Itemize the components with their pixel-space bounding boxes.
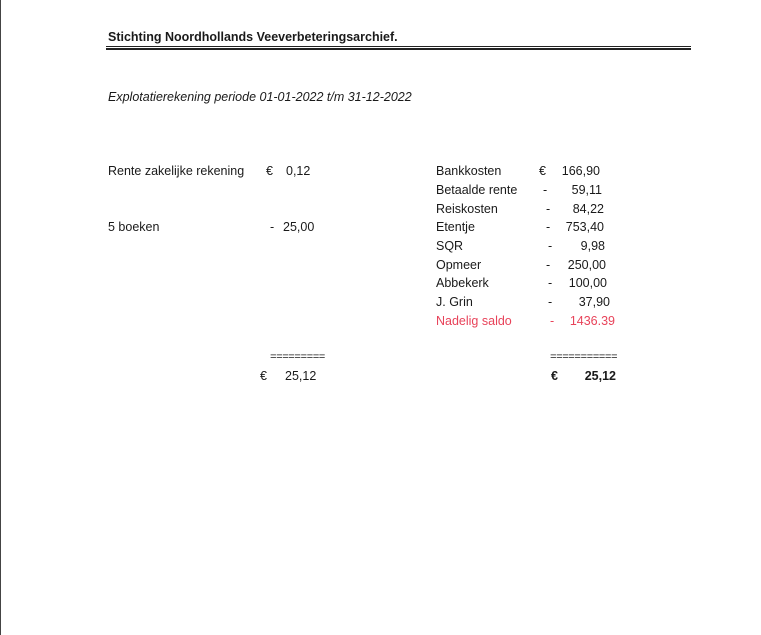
income-total-symbol: € — [260, 369, 267, 383]
expense-symbol-etentje: - — [546, 220, 551, 234]
expense-amount-nadelig-saldo: 1436.39 — [569, 314, 615, 328]
expense-amount-opmeer: 250,00 — [567, 258, 606, 272]
expense-amount-reiskosten: 84,22 — [572, 202, 604, 216]
expense-double-underline: =========== — [550, 352, 618, 364]
expense-label-etentje: Etentje — [436, 220, 475, 234]
expense-symbol-abbekerk: - — [548, 276, 553, 290]
expense-amount-sqr: 9,98 — [580, 239, 605, 253]
income-symbol-boeken: - — [270, 220, 275, 234]
expense-symbol-sqr: - — [548, 239, 553, 253]
income-symbol-rente: € — [266, 164, 273, 178]
expense-total: 25,12 — [584, 369, 616, 383]
expense-label-bankkosten: Bankkosten — [436, 164, 502, 178]
income-total: 25,12 — [285, 369, 317, 383]
title-rule-thick — [106, 48, 691, 50]
income-double-underline: ========= — [270, 352, 325, 364]
expense-label-sqr: SQR — [436, 239, 464, 253]
page-edge — [0, 0, 1, 635]
expense-label-opmeer: Opmeer — [436, 258, 482, 272]
document-subtitle: Explotatierekening periode 01-01-2022 t/m 31-12-2022 — [108, 90, 412, 104]
income-label-boeken: 5 boeken — [108, 220, 160, 234]
expense-symbol-betaalde-rente: - — [543, 183, 548, 197]
expense-amount-betaalde-rente: 59,11 — [571, 183, 602, 197]
expense-symbol-reiskosten: - — [546, 202, 551, 216]
expense-symbol-bankkosten: € — [539, 164, 546, 178]
expense-label-betaalde-rente: Betaalde rente — [436, 183, 518, 197]
expense-label-reiskosten: Reiskosten — [436, 202, 498, 216]
title-rule-thin — [106, 46, 691, 47]
expense-amount-bankkosten: 166,90 — [561, 164, 600, 178]
expense-total-symbol: € — [551, 369, 558, 383]
expense-label-abbekerk: Abbekerk — [436, 276, 489, 290]
expense-label-j-grin: J. Grin — [436, 295, 473, 309]
expense-amount-j-grin: 37,90 — [578, 295, 610, 309]
expense-symbol-opmeer: - — [546, 258, 551, 272]
document-title: Stichting Noordhollands Veeverbeteringsarchief. — [108, 30, 398, 44]
expense-symbol-j-grin: - — [548, 295, 553, 309]
expense-label-nadelig-saldo: Nadelig saldo — [436, 314, 512, 328]
expense-amount-etentje: 753,40 — [565, 220, 604, 234]
expense-symbol-nadelig-saldo: - — [550, 314, 555, 328]
income-label-rente: Rente zakelijke rekening — [108, 164, 245, 178]
income-amount-boeken: 25,00 — [283, 220, 315, 234]
expense-amount-abbekerk: 100,00 — [568, 276, 607, 290]
income-amount-rente: 0,12 — [286, 164, 311, 178]
